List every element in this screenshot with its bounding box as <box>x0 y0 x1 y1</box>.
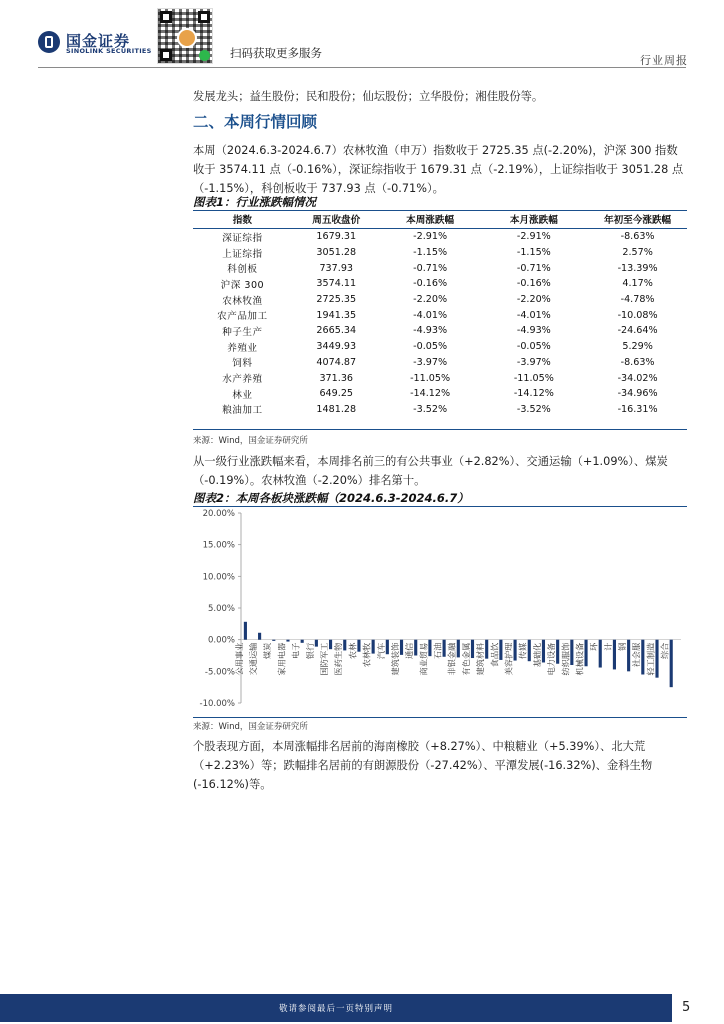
table-row <box>193 292 687 308</box>
brand-name-en: SINOLINK SECURITIES <box>66 47 152 55</box>
table-row <box>193 355 687 371</box>
chart-bar <box>386 640 389 655</box>
table-cell: 3574.11 <box>316 278 357 290</box>
x-tick-label: 交通运输 <box>248 642 259 676</box>
table-title: 图表1：行业涨跌幅情况 <box>193 195 317 209</box>
table-cell: 5.29% <box>622 341 653 353</box>
chart-bar <box>400 640 403 655</box>
table-header-cell: 本周涨跌幅 <box>381 210 480 229</box>
intro-line: 发展龙头；益生股份；民和股份；仙坛股份；立华股份；湘佳股份等。 <box>193 90 544 103</box>
x-tick-label: 建筑装饰 <box>389 642 400 676</box>
table-cell: -0.16% <box>413 278 448 290</box>
table-cell: -0.05% <box>516 341 551 353</box>
table-cell: -16.31% <box>617 403 658 415</box>
table-row <box>193 229 687 245</box>
x-tick-label: 商业贸易 <box>418 642 429 676</box>
table-cell: 737.93 <box>319 262 354 274</box>
x-tick-label: 家用电器 <box>276 642 287 676</box>
table-cell: -14.12% <box>410 388 451 400</box>
x-tick-label: 电子 <box>290 642 301 660</box>
table-cell: 1679.31 <box>316 231 357 243</box>
x-tick-label: 建筑材料 <box>475 642 486 676</box>
chart-bar <box>514 640 517 661</box>
x-tick-label: 国防军工 <box>319 642 329 676</box>
table-cell: -3.52% <box>516 403 551 415</box>
chart-bar <box>641 640 644 675</box>
table-cell: 粮油加工 <box>222 405 263 417</box>
table-cell: -3.97% <box>516 356 551 368</box>
table-cell: 3051.28 <box>316 247 357 259</box>
y-tick-label: -10.00% <box>199 699 235 709</box>
chart-bar <box>428 640 431 656</box>
qr-code-icon[interactable] <box>157 8 213 64</box>
table-cell: 种子生产 <box>222 326 263 338</box>
x-tick-label: 电力设备 <box>546 642 557 676</box>
x-tick-label: 钢 <box>617 642 628 651</box>
table-cell: -34.02% <box>617 372 658 384</box>
table-row <box>193 276 687 292</box>
table-cell: -11.05% <box>513 372 554 384</box>
footer-disclaimer[interactable]: 敬请参阅最后一页特别声明 <box>278 1004 393 1014</box>
table-cell: 科创板 <box>227 264 258 276</box>
chart-bar <box>357 640 360 652</box>
table-cell: -13.39% <box>617 262 658 274</box>
y-tick-label: 20.00% <box>202 509 235 519</box>
section-title: 二、本周行情回顾 <box>193 113 318 131</box>
x-tick-label: 综合 <box>659 642 670 660</box>
table-cell: -2.91% <box>413 231 448 243</box>
x-tick-label: 汽车 <box>375 642 386 660</box>
table-cell: 371.36 <box>319 372 354 384</box>
table-cell: 2.57% <box>622 247 653 259</box>
table-cell: 2725.35 <box>316 294 357 306</box>
table-cell: 沪深 300 <box>220 279 265 291</box>
x-tick-label: 食品饮 <box>489 642 500 668</box>
table-cell: 1481.28 <box>316 403 357 415</box>
y-tick-label: 0.00% <box>207 635 235 646</box>
table-cell: -0.71% <box>516 262 551 274</box>
table-cell: -14.12% <box>513 388 554 400</box>
table-cell: -11.05% <box>410 372 451 384</box>
table-header-cell: 年初至今涨跌幅 <box>588 210 687 229</box>
table-row <box>193 386 687 402</box>
table-cell: -34.96% <box>617 388 658 400</box>
table-cell: 农林牧渔 <box>222 295 263 307</box>
qr-caption: 扫码获取更多服务 <box>230 46 322 60</box>
table-cell: 上证综指 <box>222 248 263 260</box>
chart-bar <box>301 640 304 643</box>
chart-bar <box>272 640 275 641</box>
table-row <box>193 260 687 276</box>
chart-bar <box>584 640 587 667</box>
table-row <box>193 370 687 386</box>
x-tick-label: 公用事业 <box>233 642 244 676</box>
chart-bar <box>343 640 346 651</box>
x-tick-label: 社会服 <box>631 642 642 668</box>
table-cell: 649.25 <box>319 388 354 400</box>
chart-bar <box>329 640 332 650</box>
chart-bar <box>244 622 247 640</box>
x-tick-label: 基础化 <box>531 642 542 668</box>
table-header-cell: 本月涨跌幅 <box>480 210 589 229</box>
table-cell: -1.15% <box>413 247 448 259</box>
table-cell: 农产品加工 <box>217 311 268 323</box>
table-cell: -0.05% <box>413 341 448 353</box>
stock-performance-paragraph: 个股表现方面，本周涨幅排名居前的海南橡胶（+8.27%）、中粮糖业（+5.39%）、北大荒（+2.23%）等；跌幅排名居前的有朗源股份（-27.42%）、平潭发展(-16.32%)、金科生物(-16.12%)等。 <box>193 740 653 791</box>
x-tick-label: 有色金属 <box>460 642 471 676</box>
table-row <box>193 339 687 355</box>
table-row <box>193 245 687 261</box>
performance-table <box>193 210 687 417</box>
page-number: 5 <box>682 1000 691 1015</box>
x-tick-label: 石油 <box>432 642 443 660</box>
y-tick-label: 15.00% <box>202 540 235 551</box>
chart-bar <box>471 640 474 658</box>
market-summary-paragraph: 本周（2024.6.3-2024.6.7）农林牧渔（申万）指数收于 2725.35 点(-2.20%)，沪深 300 指数收于 3574.11 点（-0.16%），深证综指收于 1679.31 点（-2.19%），上证综指收于 3051.28 点（-1.15%），科创板收于 737.93 点（-0.71%）。 <box>193 144 684 195</box>
table-cell: 深证综指 <box>222 232 263 244</box>
x-tick-label: 农林 <box>347 642 358 660</box>
x-tick-label: 美容护理 <box>503 642 514 676</box>
chart-bar <box>372 640 375 654</box>
chart-bar <box>499 640 502 660</box>
y-tick-label: 5.00% <box>207 604 235 614</box>
table-cell: 1941.35 <box>316 309 357 321</box>
table-cell: -4.93% <box>516 325 551 337</box>
chart-bar <box>286 640 289 642</box>
chart-bar <box>599 640 602 668</box>
chart-bar <box>570 640 573 665</box>
chart-bar <box>414 640 417 656</box>
table-cell: -3.97% <box>413 356 448 368</box>
chart-bar <box>556 640 559 664</box>
table-cell: -1.15% <box>516 247 551 259</box>
table-source: 来源：Wind，国金证券研究所 <box>193 436 308 446</box>
chart-bar <box>542 640 545 663</box>
table-cell: 养殖业 <box>227 342 258 354</box>
x-tick-label: 农林牧 <box>361 642 372 668</box>
table-cell: -4.01% <box>516 309 551 321</box>
table-cell: 4074.87 <box>316 356 357 368</box>
x-tick-label: 机械设备 <box>574 642 585 676</box>
chart-source: 来源：Wind，国金证券研究所 <box>193 722 308 732</box>
table-cell: -24.64% <box>617 325 658 337</box>
table-cell: -0.16% <box>516 278 551 290</box>
table-cell: -8.63% <box>620 231 655 243</box>
header-divider <box>38 67 686 68</box>
chart-bar <box>258 633 261 640</box>
chart-bar <box>655 640 658 678</box>
table-cell: -4.01% <box>413 309 448 321</box>
table-cell: -10.08% <box>617 309 658 321</box>
chart-bottom-rule <box>193 717 687 718</box>
chart-bar <box>485 640 488 659</box>
table-row <box>193 307 687 323</box>
y-tick-label: -5.00% <box>204 667 235 678</box>
table-cell: -8.63% <box>620 356 655 368</box>
chart-bar <box>613 640 616 670</box>
table-cell: 2665.34 <box>316 325 357 337</box>
brand-logo-icon <box>38 31 60 53</box>
table-row <box>193 402 687 418</box>
x-tick-label: 传媒 <box>517 642 528 660</box>
x-tick-label: 非银金融 <box>446 642 457 676</box>
table-cell: 水产养殖 <box>222 374 263 386</box>
brand-name-cn: 国金证券 <box>66 32 131 50</box>
chart-bar <box>627 640 630 672</box>
x-tick-label: 轻工制造 <box>645 642 656 676</box>
sector-change-chart <box>193 505 687 715</box>
chart-bar <box>670 640 673 688</box>
x-tick-label: 医药生物 <box>333 642 344 676</box>
table-row <box>193 323 687 339</box>
table-cell: 3449.93 <box>316 341 357 353</box>
chart-title: 图表2：本周各板块涨跌幅（2024.6.3-2024.6.7） <box>193 491 469 505</box>
table-header-cell: 指数 <box>193 210 292 229</box>
x-tick-label: 银行 <box>304 642 315 660</box>
x-tick-label: 环 <box>588 642 599 651</box>
table-cell: -2.91% <box>516 231 551 243</box>
chart-bar <box>457 640 460 658</box>
table-header-cell: 周五收盘价 <box>292 210 381 229</box>
y-tick-label: 10.00% <box>202 572 235 583</box>
x-tick-label: 通信 <box>404 642 415 660</box>
table-cell: 4.17% <box>622 278 653 290</box>
table-bottom-rule <box>193 429 687 430</box>
table-cell: -3.52% <box>413 403 448 415</box>
table-cell: -4.93% <box>413 325 448 337</box>
x-tick-label: 计 <box>602 642 613 651</box>
chart-bar <box>528 640 531 662</box>
table-cell: -2.20% <box>516 294 551 306</box>
chart-bar <box>315 640 318 647</box>
chart-bar <box>443 640 446 657</box>
table-cell: -2.20% <box>413 294 448 306</box>
sector-ranking-paragraph: 从一级行业涨跌幅来看，本周排名前三的有公共事业（+2.82%）、交通运输（+1.09%）、煤炭（-0.19%）。农林牧渔（-2.20%）排名第十。 <box>193 455 668 487</box>
table-cell: 饲料 <box>232 358 253 370</box>
table-cell: 林业 <box>232 389 253 401</box>
x-tick-label: 纺织服饰 <box>560 642 571 676</box>
table-cell: -0.71% <box>413 262 448 274</box>
report-type: 行业周报 <box>640 54 688 67</box>
table-cell: -4.78% <box>620 294 655 306</box>
x-tick-label: 煤炭 <box>262 642 273 660</box>
table-header-row <box>193 210 687 229</box>
